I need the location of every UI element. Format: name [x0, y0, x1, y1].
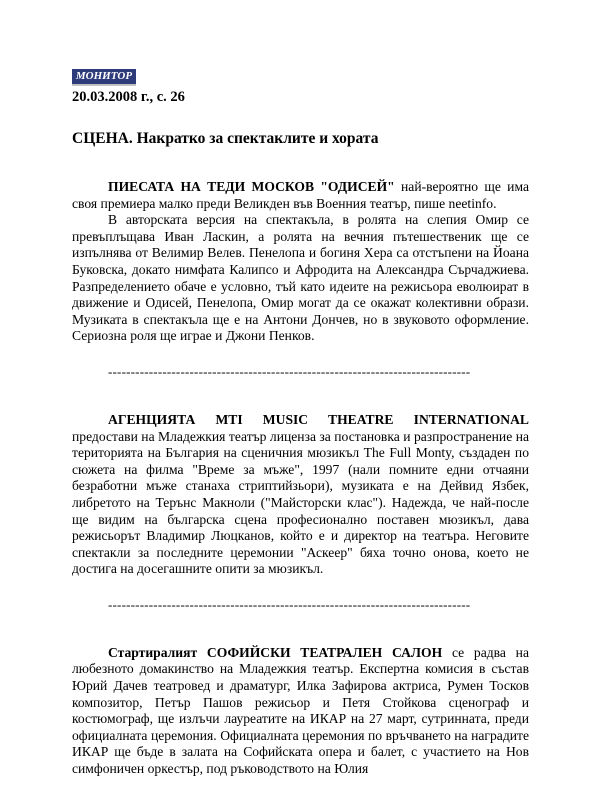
- article-3-paragraph: [72, 645, 529, 778]
- separator-1: --------------------------------------------------------------------------------: [108, 363, 471, 379]
- article-3-lead-rest: се радва на любезното домакинство на Младежкия театър. Експертна комисия в състав Юрий Дачев театровед и драматург, Илка Зафирова актриса, Румен Тосков композитор, Петър Пашов режисьор и Петя Стойкова сценограф и костюмограф, ще излъчи лауреатите на ИКАР на 27 март, сутринната, преди официалната церемония. Официалната церемония по връчването на наградите ИКАР ще бъде в залата на Софийската опера и балет, с участието на Нов симфоничен оркестър, под ръководството на Юлия: [72, 644, 529, 777]
- monitor-logo: МОНИТОР: [72, 69, 136, 86]
- article-3-lead-plain: Стартиралият: [108, 644, 207, 660]
- page-title: СЦЕНА. Накратко за спектаклите и хората: [72, 130, 379, 147]
- article-1-lead-rest: най-вероятно ще има своя премиера малко преди Великден във Военния театър, пише neetinfo.: [72, 179, 529, 211]
- document-page: [72, 66, 529, 778]
- article-1-lead-paragraph: [72, 179, 529, 212]
- separator-2: --------------------------------------------------------------------------------: [108, 596, 471, 612]
- article-1-body: В авторската версия на спектакъла, в ролята на слепия Омир се превъплъщава Иван Ласкин, а ролята на вечния пътешественик ще се изпълнява от Велимир Велев. Пенелопа и богиня Хера са отстъпени на Йоана Буковска, докато нимфата Калипсо и Афродита на Александра Сърчаджиева. Разпределението обаче е условно, тъй като идеите на режисьора еволюират в движение и Одисей, Пенелопа, Омир могат да се окажат колективни образи. Музиката в спектакъла ще е на Антони Дончев, но в звуковото оформление. Сериозна роля ще играе и Джони Пенков.: [72, 212, 529, 344]
- article-2-lead-rest: предостави на Младежкия театър лиценза за постановка и разпространение на територията на България на сценичния мюзикъл The Full Monty, създаден по сюжета на филма "Време за мъже", 1997 (нали помните едни отчаяни безработни мъже станаха стриптийзьори), музиката е на Дейвид Язбек, либретото на Терънс Макноли ("Майсторски клас"). Надежда, че най-после ще видим на българска сцена професионално поставен мюзикъл, дава режисьорът Владимир Люцканов, който е и директор на театъра. Неговите спектакли за последните церемонии "Аскеер" бяха точно онова, което не достига на досегашните опити за мюзикъл.: [72, 428, 529, 577]
- article-2-lead: АГЕНЦИЯТА MTI MUSIC THEATRE INTERNATIONAL: [108, 411, 529, 427]
- article-3-lead: СОФИЙСКИ ТЕАТРАЛЕН САЛОН: [206, 644, 443, 660]
- dateline: 20.03.2008 г., с. 26: [72, 89, 185, 105]
- article-1-lead: ПИЕСАТА НА ТЕДИ МОСКОВ "ОДИСЕЙ": [108, 179, 395, 194]
- article-2-paragraph: [72, 412, 529, 578]
